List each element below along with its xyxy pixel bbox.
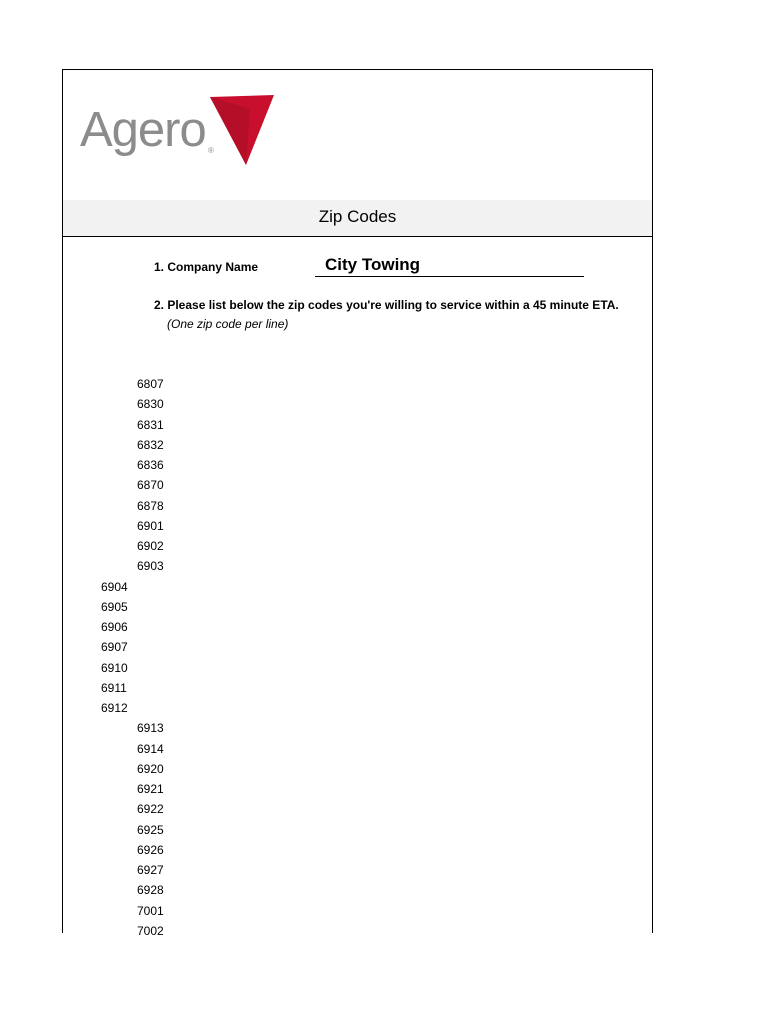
zip-code-entry[interactable]: 6832 <box>137 437 164 452</box>
agero-logo-icon <box>210 95 274 165</box>
zip-code-entry[interactable]: 6927 <box>137 863 164 877</box>
form-sheet <box>62 69 653 938</box>
zip-code-entry[interactable]: 6904 <box>101 579 128 594</box>
zip-code-entry[interactable]: 6926 <box>137 842 164 857</box>
zip-code-entry[interactable]: 6911 <box>101 680 127 695</box>
company-name-value[interactable]: City Towing <box>325 255 421 274</box>
zip-code-entry[interactable]: 7002 <box>137 923 164 938</box>
zip-code-entry[interactable]: 6830 <box>137 397 164 412</box>
zip-code-entry[interactable]: 6901 <box>137 518 164 533</box>
zip-code-entry[interactable]: 6912 <box>101 701 128 715</box>
zip-code-entry[interactable]: 6913 <box>137 721 164 736</box>
logo-area <box>63 70 652 201</box>
zip-code-entry[interactable]: 6910 <box>101 660 128 675</box>
zip-code-entry[interactable]: 6878 <box>137 498 164 513</box>
company-name-underline <box>315 276 584 277</box>
zip-code-entry[interactable]: 6928 <box>137 883 164 898</box>
zip-code-entry[interactable]: 6921 <box>137 782 164 796</box>
zip-code-entry[interactable]: 6902 <box>137 539 164 553</box>
zip-code-entry[interactable]: 6906 <box>101 620 128 634</box>
zip-code-entry[interactable]: 6914 <box>137 741 164 756</box>
zip-code-entry[interactable]: 6870 <box>137 478 164 493</box>
zip-code-entry[interactable]: 6903 <box>137 559 164 574</box>
instruction-text: 2. Please list below the zip codes you're willing to service within a 45 minute ETA. <box>154 298 619 312</box>
zip-code-entry[interactable]: 6925 <box>137 822 164 837</box>
zip-code-entry[interactable]: 6807 <box>137 377 164 391</box>
zip-code-entry[interactable]: 6905 <box>101 599 128 614</box>
page-title: Zip Codes <box>63 200 652 237</box>
zip-code-entry[interactable]: 6831 <box>137 417 164 432</box>
zip-code-entry[interactable]: 6920 <box>137 761 164 776</box>
instruction-note: (One zip code per line) <box>167 317 289 331</box>
zip-code-entry[interactable]: 6836 <box>137 458 164 472</box>
zip-code-entry[interactable]: 6922 <box>137 802 164 817</box>
agero-logo-text: Agero <box>80 103 206 157</box>
zip-code-entry[interactable]: 7001 <box>137 903 164 918</box>
zip-code-entry[interactable]: 6907 <box>101 640 128 655</box>
company-name-label: 1. Company Name <box>154 260 259 274</box>
registered-mark: ® <box>208 146 214 155</box>
